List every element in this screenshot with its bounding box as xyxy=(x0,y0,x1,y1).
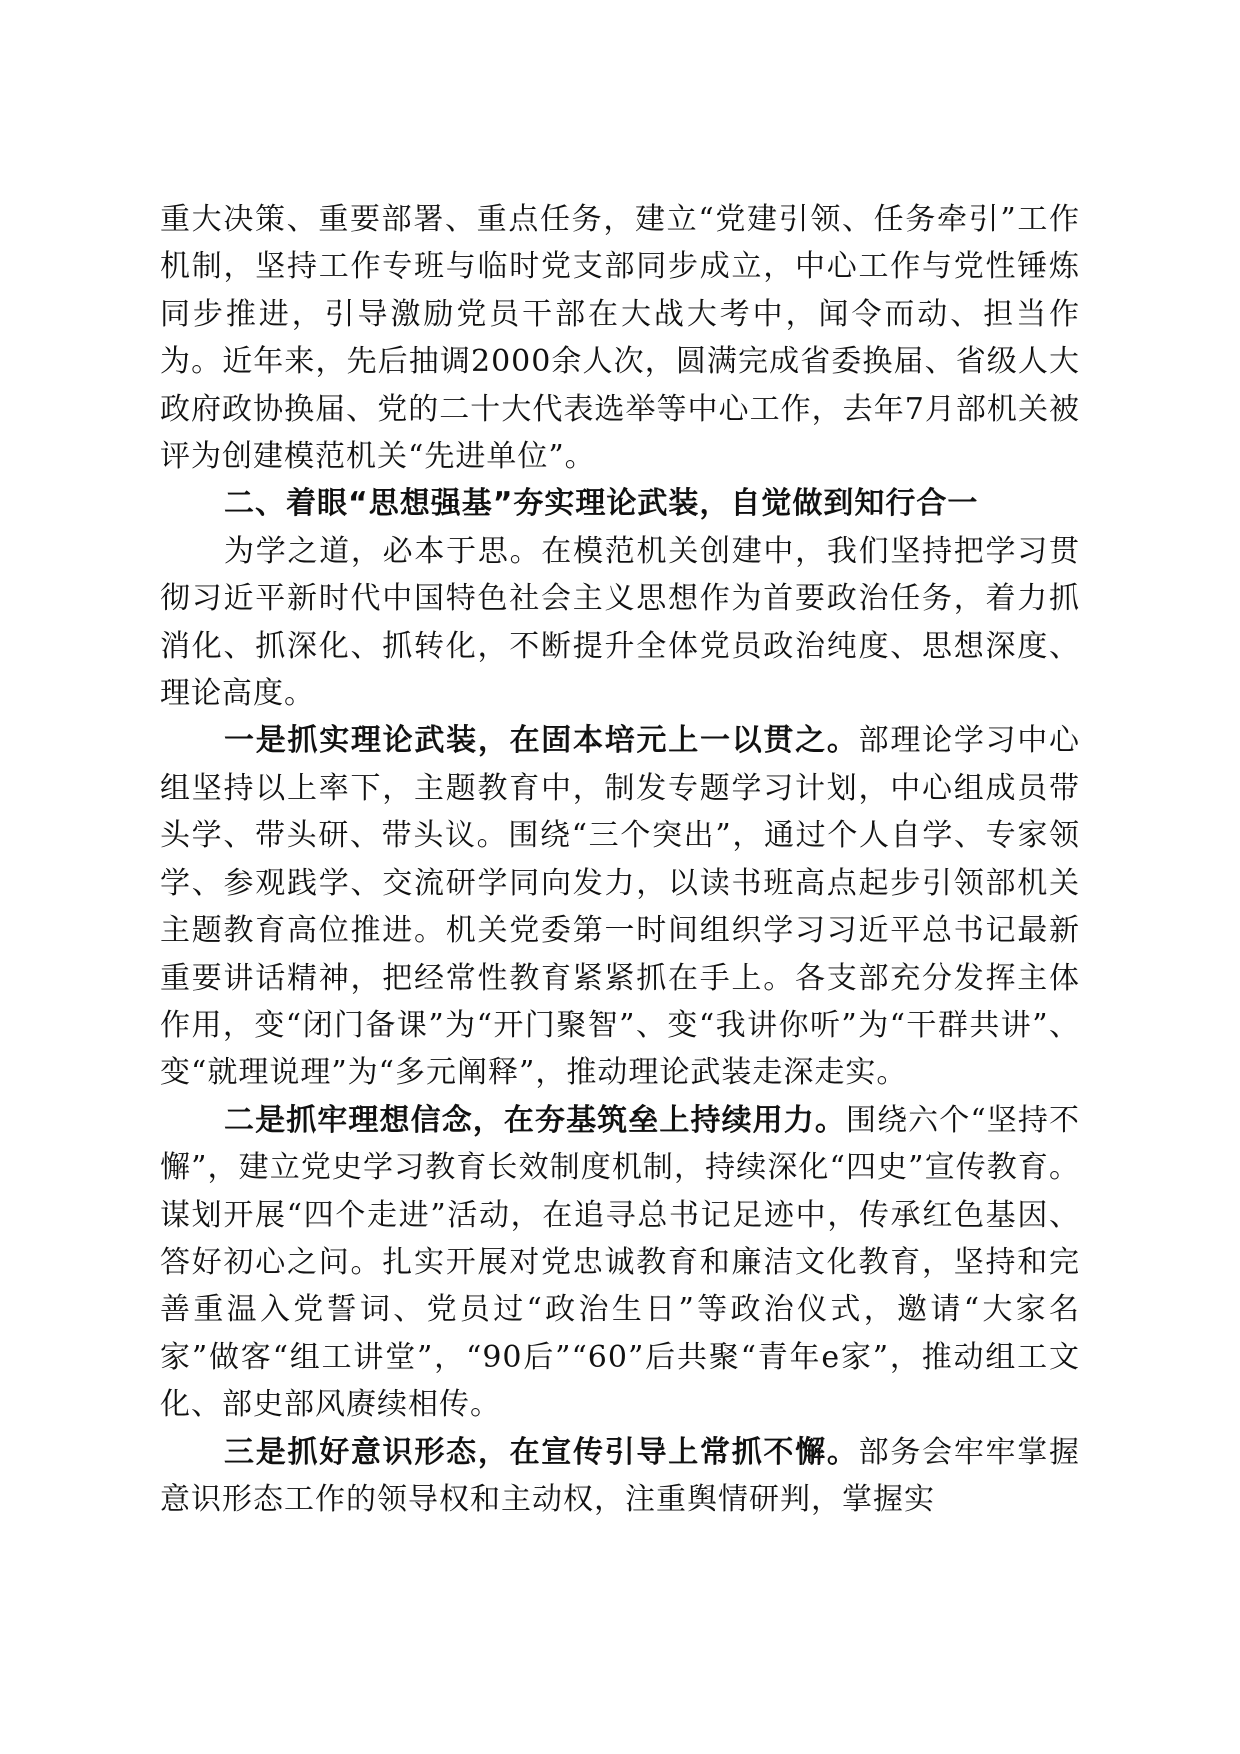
intro-paragraph: 为学之道，必本于思。在模范机关创建中，我们坚持把学习贯彻习近平新时代中国特色社会主义思想作为首要政治任务，着力抓消化、抓深化、抓转化，不断提升全体党员政治纯度、思想深度、理论高度。 xyxy=(160,533,1080,712)
item-body-1: 部理论学习中心组坚持以上率下，主题教育中，制发专题学习计划，中心组成员带头学、带头研、带头议。围绕“三个突出”，通过个人自学、专家领学、参观践学、交流研学同向发力，以读书班高点起步引领部机关主题教育高位推进。机关党委第一时间组织学习习近平总书记最新重要讲话精神，把经常性教育紧紧抓在手上。各支部充分发挥主体作用，变“闭门备课”为“开门聚智”、变“我讲你听”为“干群共讲”、变“就理说理”为“多元阐释”，推动理论武装走深走实。 xyxy=(160,723,1081,1091)
item-lead-2: 二是抓牢理想信念，在夯基筑垒上持续用力。 xyxy=(224,1102,846,1138)
item-paragraph-2 xyxy=(160,1097,1080,1429)
paragraph-continued: 重大决策、重要部署、重点任务，建立“党建引领、任务牵引”工作机制，坚持工作专班与临时党支部同步成立，中心工作与党性锤炼同步推进，引导激励党员干部在大战大考中，闻令而动、担当作为。近年来，先后抽调2000余人次，圆满完成省委换届、省级人大政府政协换届、党的二十大代表选举等中心工作，去年7月部机关被评为创建模范机关“先进单位”。 xyxy=(160,202,1080,475)
item-body-3: 部务会牢牢掌握意识形态工作的领导权和主动权，注重舆情研判，掌握实 xyxy=(160,1434,1081,1517)
item-paragraph-1 xyxy=(160,717,1080,1096)
item-lead-1: 一是抓实理论武装，在固本培元上一以贯之。 xyxy=(224,723,859,759)
item-paragraph-3 xyxy=(160,1429,1080,1524)
section-heading: 二、着眼“思想强基”夯实理论武装，自觉做到知行合一 xyxy=(224,486,979,522)
item-lead-3: 三是抓好意识形态，在宣传引导上常抓不懈。 xyxy=(224,1434,859,1470)
item-body-2: 围绕六个“坚持不懈”，建立党史学习教育长效制度机制，持续深化“四史”宣传教育。谋划开展“四个走进”活动，在追寻总书记足迹中，传承红色基因、答好初心之问。扎实开展对党忠诚教育和廉洁文化教育，坚持和完善重温入党誓词、党员过“政治生日”等政治仪式，邀请“大家名家”做客“组工讲堂”，“90后”“60”后共聚“青年e家”，推动组工文化、部史部风赓续相传。 xyxy=(160,1102,1080,1423)
document-body xyxy=(160,196,1080,1523)
